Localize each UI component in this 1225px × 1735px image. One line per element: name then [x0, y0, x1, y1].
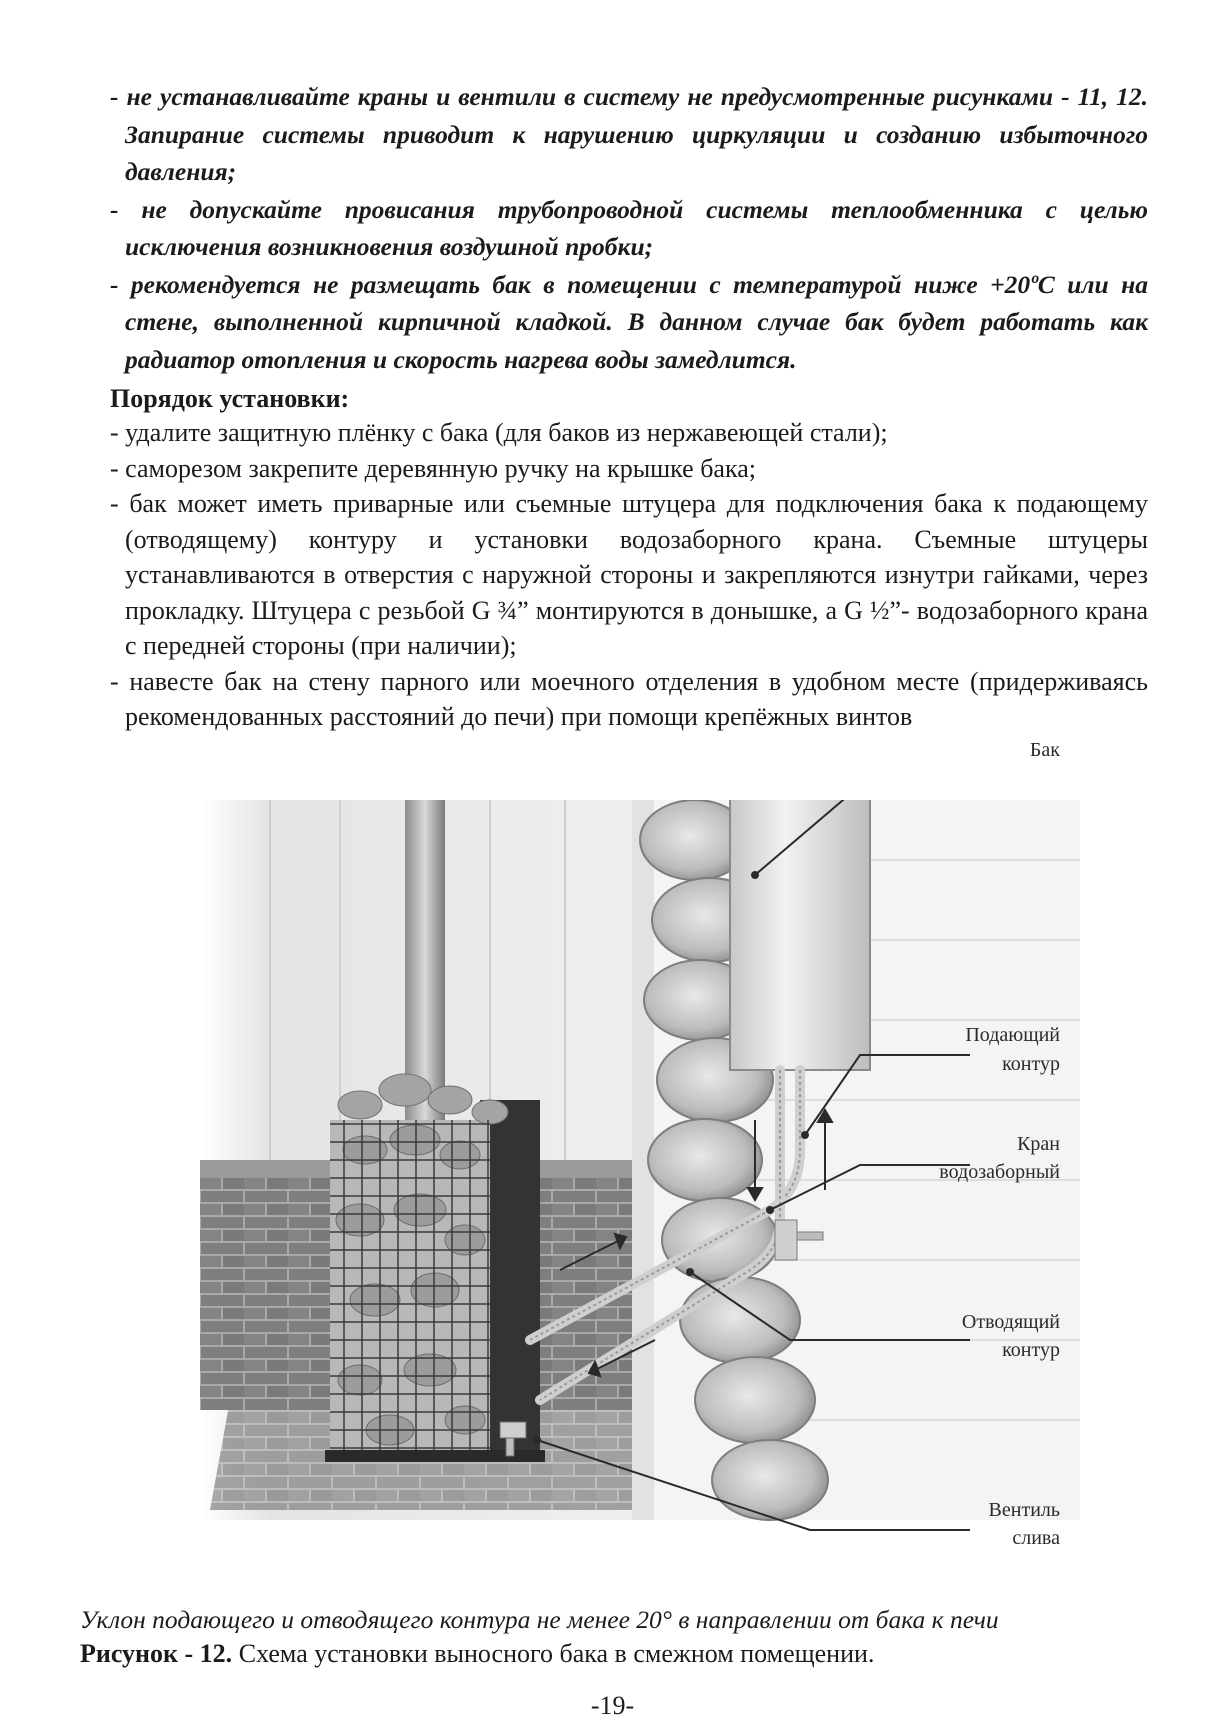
step-item: - саморезом закрепите деревянную ручку на крышке бака; — [110, 453, 756, 483]
warning-item: - не допускайте провисания трубопроводной системы теплообменника с целью исключения возникновения воздушной пробки; — [110, 194, 1148, 261]
installation-figure — [200, 739, 1080, 1600]
step-item: - удалите защитную плёнку с бака (для баков из нержавеющей стали); — [110, 418, 888, 447]
label-return-line1: Отводящий — [961, 1311, 1060, 1333]
label-supply-line1: Подающий — [965, 1024, 1060, 1046]
warnings-list — [110, 78, 1148, 378]
caption-label: Рисунок - 12. — [80, 1639, 233, 1668]
section-title: Порядок установки: — [110, 384, 350, 413]
installation-illustration — [200, 800, 1080, 1600]
label-return-line2: контур — [1002, 1339, 1060, 1361]
slope-note: Уклон подающего и отводящего контура не менее 20° в направлении от бака к печи — [80, 1605, 999, 1634]
figure-caption — [80, 1638, 1160, 1670]
step-item: - бак может иметь приварные или съемные штуцера для подключения бака к подающему (отводящему) контуру и установки водозаборного крана. Съемные штуцеры устанавливаются в отверстия с наружной стороны и закрепляются изнутри гайками, через прокладку. Штуцера с резьбой G ¾” монтируются в донышке, а G ½”- водозаборного крана с передней стороны (при наличии); — [110, 489, 1148, 660]
caption-text: Схема установки выносного бака в смежном помещении. — [232, 1639, 875, 1668]
label-tank: Бак — [1029, 739, 1060, 761]
tank — [730, 800, 870, 1070]
label-tap-line2: водозаборный — [939, 1161, 1060, 1183]
cage-grid — [330, 1120, 490, 1450]
label-drain-line1: Вентиль — [988, 1499, 1060, 1521]
label-supply-line2: контур — [1002, 1053, 1060, 1075]
page-number: -19- — [590, 1691, 635, 1720]
warning-item: - рекомендуется не размещать бак в помещении с температурой ниже +20ºС или на стене, выполненной кирпичной кладкой. В данном случае бак будет работать как радиатор отопления и скорость нагрева воды замедлится. — [110, 269, 1148, 374]
warning-item: - не устанавливайте краны и вентили в систему не предусмотренные рисунками - 11, 12. Запирание системы приводит к нарушению циркуляции и созданию избыточного давления; — [110, 82, 1148, 186]
step-item: - навесте бак на стену парного или моечного отделения в удобном месте (придерживаясь рекомендованных расстояний до печи) при помощи крепёжных винтов — [110, 666, 1148, 731]
label-tap-line1: Кран — [1017, 1133, 1060, 1155]
label-drain-line2: слива — [1012, 1527, 1060, 1549]
installation-steps — [110, 415, 1148, 735]
